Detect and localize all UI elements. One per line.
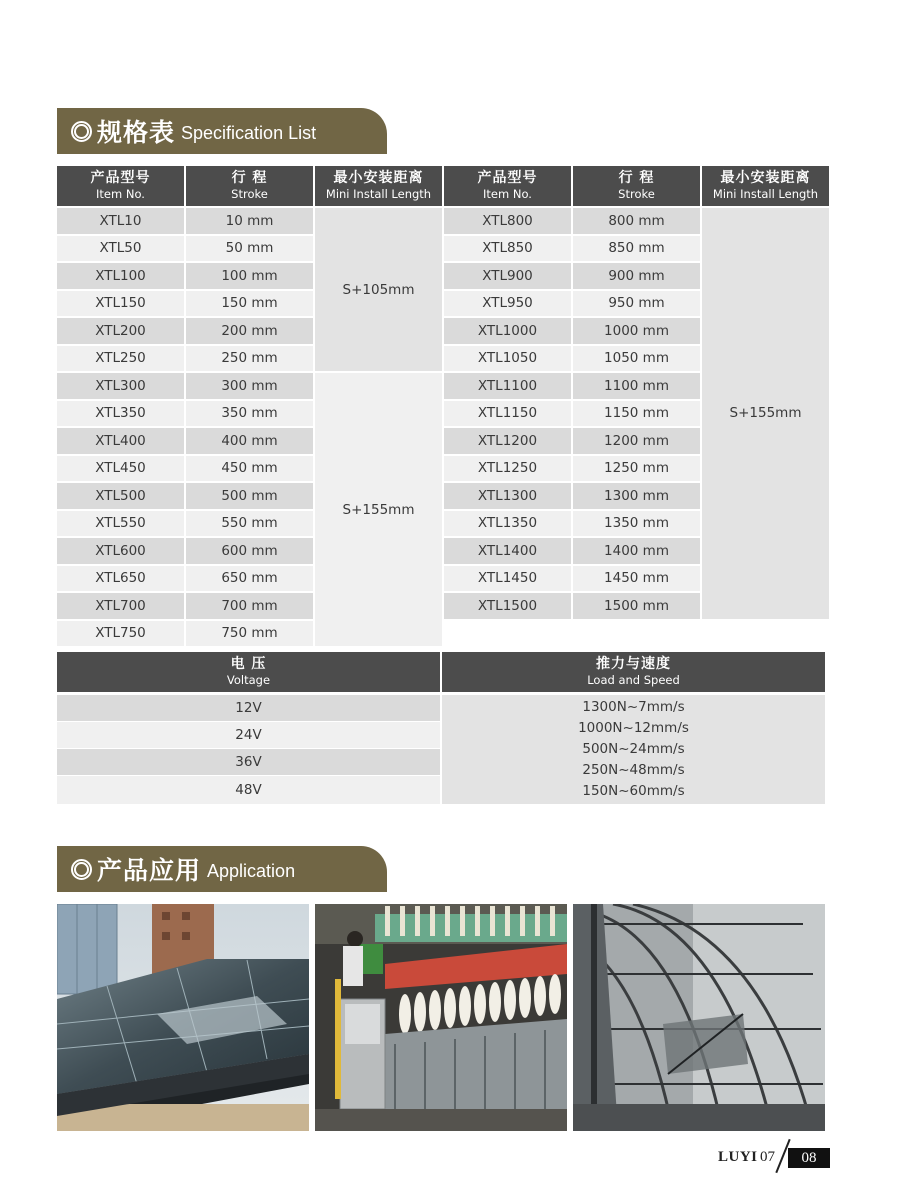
voltage-cell: 48V [57,776,440,804]
item-cell: XTL1000 [444,318,571,344]
item-cell: XTL1450 [444,566,571,592]
stroke-cell: 1250 mm [573,456,700,482]
header-install-cn: 最小安装距离 [333,170,424,187]
item-cell: XTL650 [57,566,184,592]
right-page-number: 08 [788,1148,830,1168]
stroke-cell: 1450 mm [573,566,700,592]
voltage-load-table [57,652,825,804]
item-cell: XTL600 [57,538,184,564]
item-cell: XTL450 [57,456,184,482]
item-cell: XTL400 [57,428,184,454]
load-header [442,652,825,692]
load-header-en: Load and Speed [587,672,680,687]
stroke-cell: 1300 mm [573,483,700,509]
stroke-cell: 1000 mm [573,318,700,344]
header-item-cn: 产品型号 [477,170,538,187]
item-cell: XTL350 [57,401,184,427]
stroke-cell: 400 mm [186,428,313,454]
stroke-cell: 900 mm [573,263,700,289]
page-number [718,1140,828,1170]
specification-table [57,166,825,649]
stroke-cell: 600 mm [186,538,313,564]
stroke-cell: 150 mm [186,291,313,317]
load-speed-item: 1000N~12mm/s [578,720,689,736]
stroke-cell: 1150 mm [573,401,700,427]
textile-machine-photo [315,904,567,1131]
stroke-cell: 450 mm [186,456,313,482]
install-length-cell: S+155mm [702,208,829,619]
stroke-cell: 750 mm [186,621,313,647]
item-cell: XTL150 [57,291,184,317]
stroke-cell: 200 mm [186,318,313,344]
item-cell: XTL750 [57,621,184,647]
header-item [444,166,571,206]
item-cell: XTL950 [444,291,571,317]
greenhouse-roof-photo [573,904,825,1131]
header-stroke-en: Stroke [618,186,655,201]
header-stroke [573,166,700,206]
voltage-header-en: Voltage [226,672,271,687]
item-cell: XTL1300 [444,483,571,509]
stroke-cell: 700 mm [186,593,313,619]
double-circle-icon [71,121,92,142]
voltage-cell: 36V [57,749,440,775]
stroke-cell: 550 mm [186,511,313,537]
item-cell: XTL100 [57,263,184,289]
header-item-en: Item No. [483,186,532,201]
spec-section-header [57,108,387,154]
header-item [57,166,184,206]
glass-skylight-photo [57,904,309,1131]
application-title-cn: 产品应用 [97,856,202,885]
item-cell: XTL50 [57,236,184,262]
stroke-cell: 500 mm [186,483,313,509]
brand-name: LUYI [718,1149,758,1165]
voltage-header-cn: 电 压 [230,656,267,673]
voltage-cell: 12V [57,695,440,721]
item-cell: XTL10 [57,208,184,234]
item-cell: XTL1500 [444,593,571,619]
install-length-cell: S+155mm [315,373,442,646]
item-cell: XTL1250 [444,456,571,482]
header-item-cn: 产品型号 [90,170,151,187]
item-cell: XTL700 [57,593,184,619]
stroke-cell: 1200 mm [573,428,700,454]
stroke-cell: 650 mm [186,566,313,592]
header-install-cn: 最小安装距离 [720,170,811,187]
load-speed-item: 150N~60mm/s [582,783,685,799]
item-cell: XTL1400 [444,538,571,564]
load-speed-item: 250N~48mm/s [582,762,685,778]
header-stroke [186,166,313,206]
stroke-cell: 1500 mm [573,593,700,619]
stroke-cell: 300 mm [186,373,313,399]
stroke-cell: 850 mm [573,236,700,262]
load-speed-item: 1300N~7mm/s [582,699,685,715]
stroke-cell: 950 mm [573,291,700,317]
item-cell: XTL250 [57,346,184,372]
item-cell: XTL900 [444,263,571,289]
voltage-header [57,652,440,692]
application-section-header [57,846,387,892]
header-stroke-en: Stroke [231,186,268,201]
item-cell: XTL800 [444,208,571,234]
item-cell: XTL1350 [444,511,571,537]
item-cell: XTL1050 [444,346,571,372]
item-cell: XTL550 [57,511,184,537]
item-cell: XTL500 [57,483,184,509]
left-page-number: 07 [760,1149,775,1165]
item-cell: XTL850 [444,236,571,262]
header-install-en: Mini Install Length [712,186,819,201]
header-item-en: Item No. [96,186,145,201]
install-length-cell: S+105mm [315,208,442,371]
spec-title-cn: 规格表 [97,118,176,147]
application-photos [0,904,900,1131]
header-install [315,166,442,206]
load-speed-item: 500N~24mm/s [582,741,685,757]
item-cell: XTL300 [57,373,184,399]
voltage-cell: 24V [57,722,440,748]
item-cell: XTL1150 [444,401,571,427]
item-cell: XTL1200 [444,428,571,454]
stroke-cell: 250 mm [186,346,313,372]
stroke-cell: 50 mm [186,236,313,262]
stroke-cell: 1350 mm [573,511,700,537]
header-install-en: Mini Install Length [325,186,432,201]
header-stroke-cn: 行 程 [231,170,268,187]
load-header-cn: 推力与速度 [596,656,671,673]
header-stroke-cn: 行 程 [618,170,655,187]
double-circle-icon [71,859,92,880]
stroke-cell: 800 mm [573,208,700,234]
application-title-en: Application [207,860,296,881]
stroke-cell: 1050 mm [573,346,700,372]
stroke-cell: 350 mm [186,401,313,427]
stroke-cell: 100 mm [186,263,313,289]
item-cell: XTL1100 [444,373,571,399]
stroke-cell: 10 mm [186,208,313,234]
stroke-cell: 1100 mm [573,373,700,399]
header-install [702,166,829,206]
load-speed-cell [442,695,825,804]
item-cell: XTL200 [57,318,184,344]
stroke-cell: 1400 mm [573,538,700,564]
spec-title-en: Specification List [181,122,317,143]
